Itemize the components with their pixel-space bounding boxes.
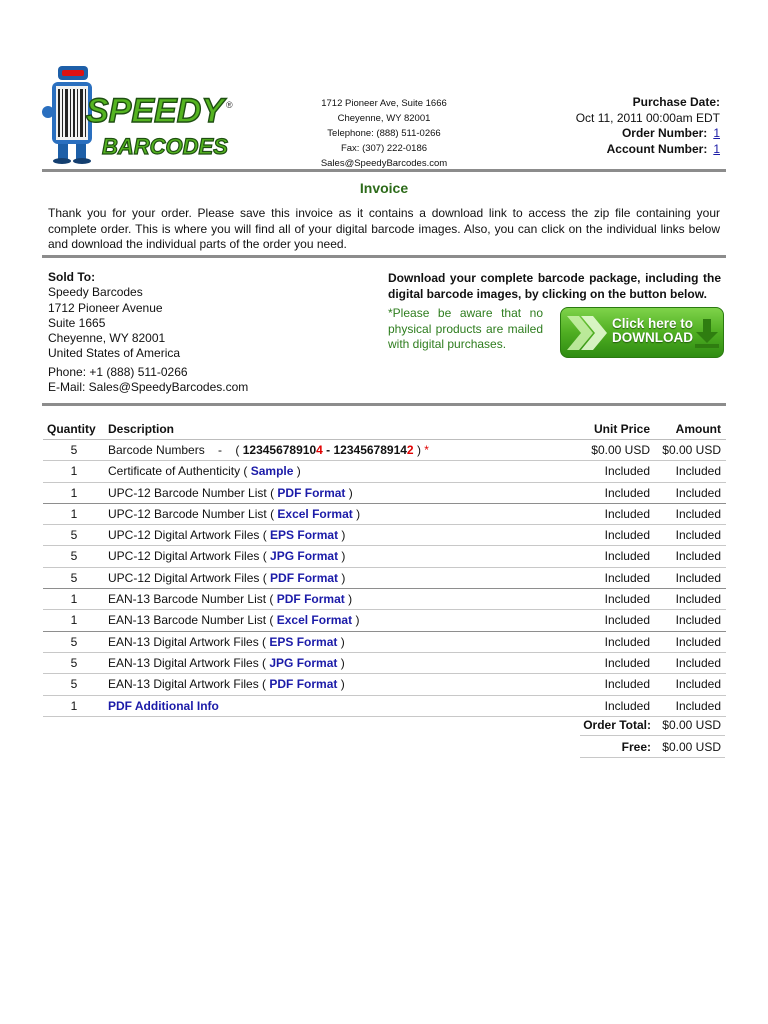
speedy-barcodes-logo [40, 62, 240, 166]
row-quantity: 5 [70, 528, 78, 543]
row-description [108, 549, 345, 563]
row-unit-price: Included [604, 570, 650, 585]
table-header-row [43, 419, 726, 440]
order-table [43, 419, 726, 717]
account-number-link[interactable]: 1 [713, 141, 720, 156]
table-row [43, 504, 726, 525]
row-description [108, 677, 345, 691]
row-unit-price: Included [604, 613, 650, 628]
range-start: 123456789104 - 123456789142 [242, 443, 414, 457]
row-amount: Included [675, 592, 721, 607]
row-unit-price: Included [604, 549, 650, 564]
format-link[interactable]: Sample [250, 464, 294, 479]
sold-to-line: 1712 Pioneer Avenue [48, 300, 163, 315]
company-address-line: Fax: (307) 222-0186 [340, 143, 428, 154]
row-quantity: 1 [70, 485, 78, 500]
row-quantity: 5 [70, 655, 78, 670]
row-quantity: 1 [70, 464, 78, 479]
company-email: Sales@SpeedyBarcodes.com [320, 158, 448, 169]
header-description: Description [108, 422, 175, 436]
row-description-close: ) [338, 570, 346, 585]
row-quantity: 1 [70, 592, 78, 607]
download-note: *Please be aware that no physical products are mailed with digital purchases. [388, 306, 543, 351]
row-amount: Included [675, 613, 721, 628]
sold-to-block [48, 270, 248, 395]
table-row [43, 674, 726, 695]
table-row [43, 546, 726, 567]
format-link[interactable]: Excel Format [277, 506, 353, 521]
row-description [108, 464, 301, 478]
format-link[interactable]: PDF Format [269, 677, 338, 692]
format-link[interactable]: PDF Format [270, 570, 339, 585]
purchase-info [576, 95, 720, 157]
company-address-line: 1712 Pioneer Ave, Suite 1666 [321, 98, 447, 109]
format-link[interactable]: Excel Format [276, 613, 353, 628]
row-description-close: ) [352, 506, 361, 521]
row-description-text: UPC-12 Digital Artwork Files ( [108, 549, 271, 564]
free-row [580, 736, 725, 758]
sold-to-line: Cheyenne, WY 82001 [48, 331, 166, 346]
row-unit-price: Included [604, 634, 650, 649]
table-row [43, 632, 726, 653]
purchase-date-value: Oct 11, 2011 00:00am EDT [575, 110, 720, 125]
row-amount: $0.00 USD [662, 443, 721, 457]
row-description-text: UPC-12 Digital Artwork Files ( [108, 528, 271, 543]
download-button[interactable] [560, 307, 724, 358]
row-description-text: Certificate of Authenticity ( [108, 464, 251, 479]
order-number-link[interactable]: 1 [713, 126, 720, 140]
table-row [43, 483, 726, 504]
company-address-line: Telephone: (888) 511-0266 [327, 128, 441, 139]
logo-text-bottom: BARCODES [102, 134, 228, 159]
row-unit-price: Included [604, 506, 650, 521]
row-description-text: EAN-13 Barcode Number List ( [108, 613, 277, 628]
divider [42, 255, 726, 258]
download-button-line2: DOWNLOAD [612, 330, 693, 345]
table-row [43, 525, 726, 546]
format-link[interactable]: EPS Format [270, 528, 339, 543]
row-amount: Included [675, 506, 721, 521]
row-amount: Included [675, 464, 721, 479]
divider [42, 403, 726, 406]
row-description-text: EAN-13 Digital Artwork Files ( [108, 677, 270, 692]
page-title: Invoice [359, 180, 409, 196]
download-button-label [612, 317, 693, 345]
row-amount: Included [675, 698, 721, 713]
row-description-close: ) [337, 634, 345, 649]
totals-block [580, 714, 725, 758]
sold-to-line: Suite 1665 [48, 315, 106, 330]
row-description-close: ) [352, 613, 360, 628]
row-amount: Included [675, 549, 721, 564]
sold-to-line: United States of America [48, 346, 181, 361]
row-description-close: ) [338, 528, 346, 543]
row-description-text: EAN-13 Digital Artwork Files ( [108, 655, 270, 670]
header-unit-price: Unit Price [593, 422, 650, 436]
row-unit-price: Included [604, 655, 650, 670]
download-button-line1: Click here to [612, 316, 694, 331]
row-description-text: UPC-12 Barcode Number List ( [108, 485, 278, 500]
row-description: Barcode Numbers - ( 123456789104 - 123456789142 ) * [108, 443, 429, 457]
row-unit-price: Included [604, 464, 650, 479]
sold-to-phone: Phone: +1 (888) 511-0266 [48, 364, 188, 379]
divider [42, 169, 726, 172]
row-quantity: 5 [70, 634, 78, 649]
format-link[interactable]: EPS Format [269, 634, 338, 649]
row-description-text: EAN-13 Barcode Number List ( [108, 592, 277, 607]
row-unit-price: Included [604, 592, 650, 607]
format-link[interactable]: PDF Format [276, 592, 345, 607]
row-quantity: 5 [70, 677, 78, 692]
asterisk: * [424, 443, 429, 457]
format-link[interactable]: JPG Format [270, 549, 339, 564]
sold-to-line: Speedy Barcodes [48, 285, 143, 300]
format-link[interactable]: PDF Additional Info [108, 698, 219, 713]
row-description-close: ) [293, 464, 301, 479]
row-description-close: ) [345, 485, 353, 500]
row-amount: Included [675, 485, 721, 500]
table-row [43, 568, 726, 589]
row-quantity: 5 [70, 443, 78, 457]
order-total-row [580, 714, 725, 736]
logo-registered-mark: ® [226, 100, 233, 110]
table-row [43, 653, 726, 674]
row-description [108, 656, 345, 670]
row-description-close: ) [337, 677, 345, 692]
company-address-line: Cheyenne, WY 82001 [337, 113, 431, 124]
row-quantity: 5 [70, 549, 78, 564]
row-description [108, 507, 360, 521]
order-number-label: Order Number: [621, 126, 708, 140]
row-amount: Included [675, 634, 721, 649]
format-link[interactable]: JPG Format [269, 655, 338, 670]
row-description-close: ) [344, 592, 353, 607]
free-label: Free: [621, 740, 651, 754]
row-description-close: ) [337, 655, 345, 670]
order-total-label: Order Total: [583, 718, 651, 732]
order-total-value: $0.00 USD [662, 718, 721, 732]
row-unit-price: Included [604, 528, 650, 543]
download-arrow-icon [695, 319, 719, 349]
row-description-text: EAN-13 Digital Artwork Files ( [108, 634, 270, 649]
table-row [43, 440, 726, 461]
row-quantity: 1 [70, 613, 78, 628]
format-link[interactable]: PDF Format [277, 485, 346, 500]
row-unit-price: Included [604, 698, 650, 713]
row-amount: Included [675, 655, 721, 670]
row-description [108, 571, 345, 585]
sold-to-label: Sold To: [48, 270, 96, 284]
account-number-label: Account Number: [606, 141, 708, 156]
barcode-numbers-label: Barcode Numbers - ( [108, 443, 243, 457]
chevron-arrows-icon [565, 312, 611, 354]
purchase-date-label: Purchase Date: [632, 95, 720, 109]
free-value: $0.00 USD [662, 740, 721, 754]
row-quantity: 5 [70, 570, 78, 585]
row-description-close: ) [338, 549, 346, 564]
row-amount: Included [675, 528, 721, 543]
company-address [284, 96, 484, 171]
row-description-text: UPC-12 Digital Artwork Files ( [108, 570, 271, 585]
row-description [108, 613, 359, 627]
download-heading: Download your complete barcode package, including the digital barcode images, by clicking on the button below. [388, 271, 721, 301]
table-row [43, 610, 726, 631]
sold-to-email: E-Mail: Sales@SpeedyBarcodes.com [48, 380, 249, 395]
row-description [108, 486, 353, 500]
row-description-text: UPC-12 Barcode Number List ( [108, 506, 278, 521]
table-row [43, 461, 726, 482]
header-amount: Amount [675, 422, 721, 436]
row-description [108, 635, 345, 649]
intro-text: Thank you for your order. Please save this invoice as it contains a download link to access the zip file containing your complete order. This is where you will find all of your digital barcode images. Also, you can click on the individual links below and download the individual parts of the order you need. [48, 206, 720, 251]
row-unit-price: Included [604, 485, 650, 500]
row-description [108, 699, 219, 713]
row-amount: Included [675, 570, 721, 585]
table-row [43, 589, 726, 610]
row-description [108, 592, 352, 606]
row-quantity: 1 [70, 698, 78, 713]
header-quantity: Quantity [47, 422, 96, 436]
row-unit-price: $0.00 USD [591, 443, 650, 457]
row-unit-price: Included [604, 677, 650, 692]
row-description [108, 528, 345, 542]
row-amount: Included [675, 677, 721, 692]
row-quantity: 1 [70, 506, 78, 521]
logo-text-top: SPEEDY [86, 92, 224, 130]
logo-mascot-icon [40, 62, 240, 166]
